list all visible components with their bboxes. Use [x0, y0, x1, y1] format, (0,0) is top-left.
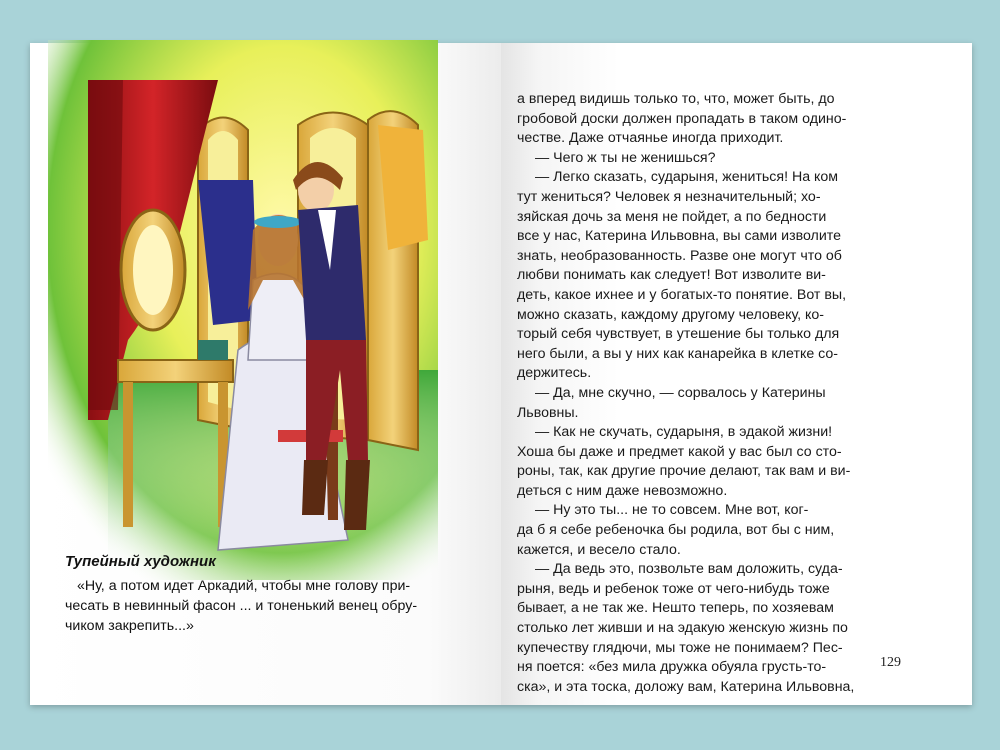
- text-line: деть, какое ихнее и у богатых-то понятие. Вот вы,: [517, 286, 847, 303]
- text-line: тут жениться? Человек я незначительный; хо-: [517, 188, 821, 205]
- text-line: ня поется: «без мила дружка обуяла грусть-то-: [517, 659, 827, 676]
- text-line: рыня, ведь и ребенок тоже от чего-нибудь тоже: [517, 580, 830, 597]
- caption-line: чиком закрепить...»: [65, 618, 194, 634]
- text-line: — Как не скучать, сударыня, в эдакой жизни!: [535, 424, 833, 441]
- text-line: ска», и эта тоска, доложу вам, Катерина Ильвовна,: [517, 678, 855, 695]
- text-line: бывает, а не так же. Нешто теперь, по хозяевам: [517, 600, 834, 617]
- text-line: любви понимать как следует! Вот изволите ви-: [517, 267, 826, 284]
- text-line: — Легко сказать, сударыня, жениться! На ком: [535, 169, 839, 186]
- body-text: [517, 90, 917, 697]
- caption-line: чесать в невинный фасон ... и тоненький венец обру-: [65, 598, 418, 614]
- text-line: — Да, мне скучно, — сорвалось у Катерины: [535, 384, 826, 401]
- text-line: — Да ведь это, позвольте вам доложить, суда-: [535, 561, 843, 578]
- text-line: него были, а вы у них как канарейка в клетке со-: [517, 345, 839, 362]
- text-line: держитесь.: [517, 365, 592, 382]
- caption-title: Тупейный художник: [65, 553, 216, 570]
- text-line: роны, так, как другие прочие делают, так вам и ви-: [517, 463, 851, 480]
- text-line: — Чего ж ты не женишься?: [535, 149, 716, 166]
- text-line: можно сказать, каждому другому человеку, ко-: [517, 306, 824, 323]
- caption-line: «Ну, а потом идет Аркадий, чтобы мне голову при-: [77, 578, 411, 594]
- text-line: знать, необразованность. Разве оне могут что об: [517, 247, 842, 264]
- book-illustration: [48, 40, 438, 580]
- text-line: гробовой доски должен пропадать в таком одино-: [517, 110, 847, 127]
- text-line: Львовны.: [517, 404, 579, 421]
- text-line: Хоша бы даже и предмет какой у вас был со сто-: [517, 443, 842, 460]
- text-line: столько лет живши и на эдакую женскую жизнь по: [517, 620, 848, 637]
- text-line: — Ну это ты... не то совсем. Мне вот, ког-: [535, 502, 809, 519]
- text-line: купечеству глядючи, мы тоже не понимаем? Пес-: [517, 639, 843, 656]
- text-line: все у нас, Катерина Ильвовна, вы сами изволите: [517, 228, 841, 245]
- caption-text: [65, 576, 450, 636]
- illustration-caption: [65, 553, 450, 636]
- page-number: 129: [880, 655, 901, 670]
- text-line: кажется, и весело стало.: [517, 541, 681, 558]
- text-line: зяйская дочь за меня не пойдет, а по бедности: [517, 208, 827, 225]
- text-line: торый себя чувствует, в утешение бы только для: [517, 326, 840, 343]
- text-line: да б я себе ребеночка бы родила, вот бы с ним,: [517, 522, 835, 539]
- text-line: деться с ним даже невозможно.: [517, 482, 728, 499]
- text-line: честве. Даже отчаянье иногда приходит.: [517, 130, 784, 147]
- text-line: а вперед видишь только то, что, может быть, до: [517, 91, 835, 107]
